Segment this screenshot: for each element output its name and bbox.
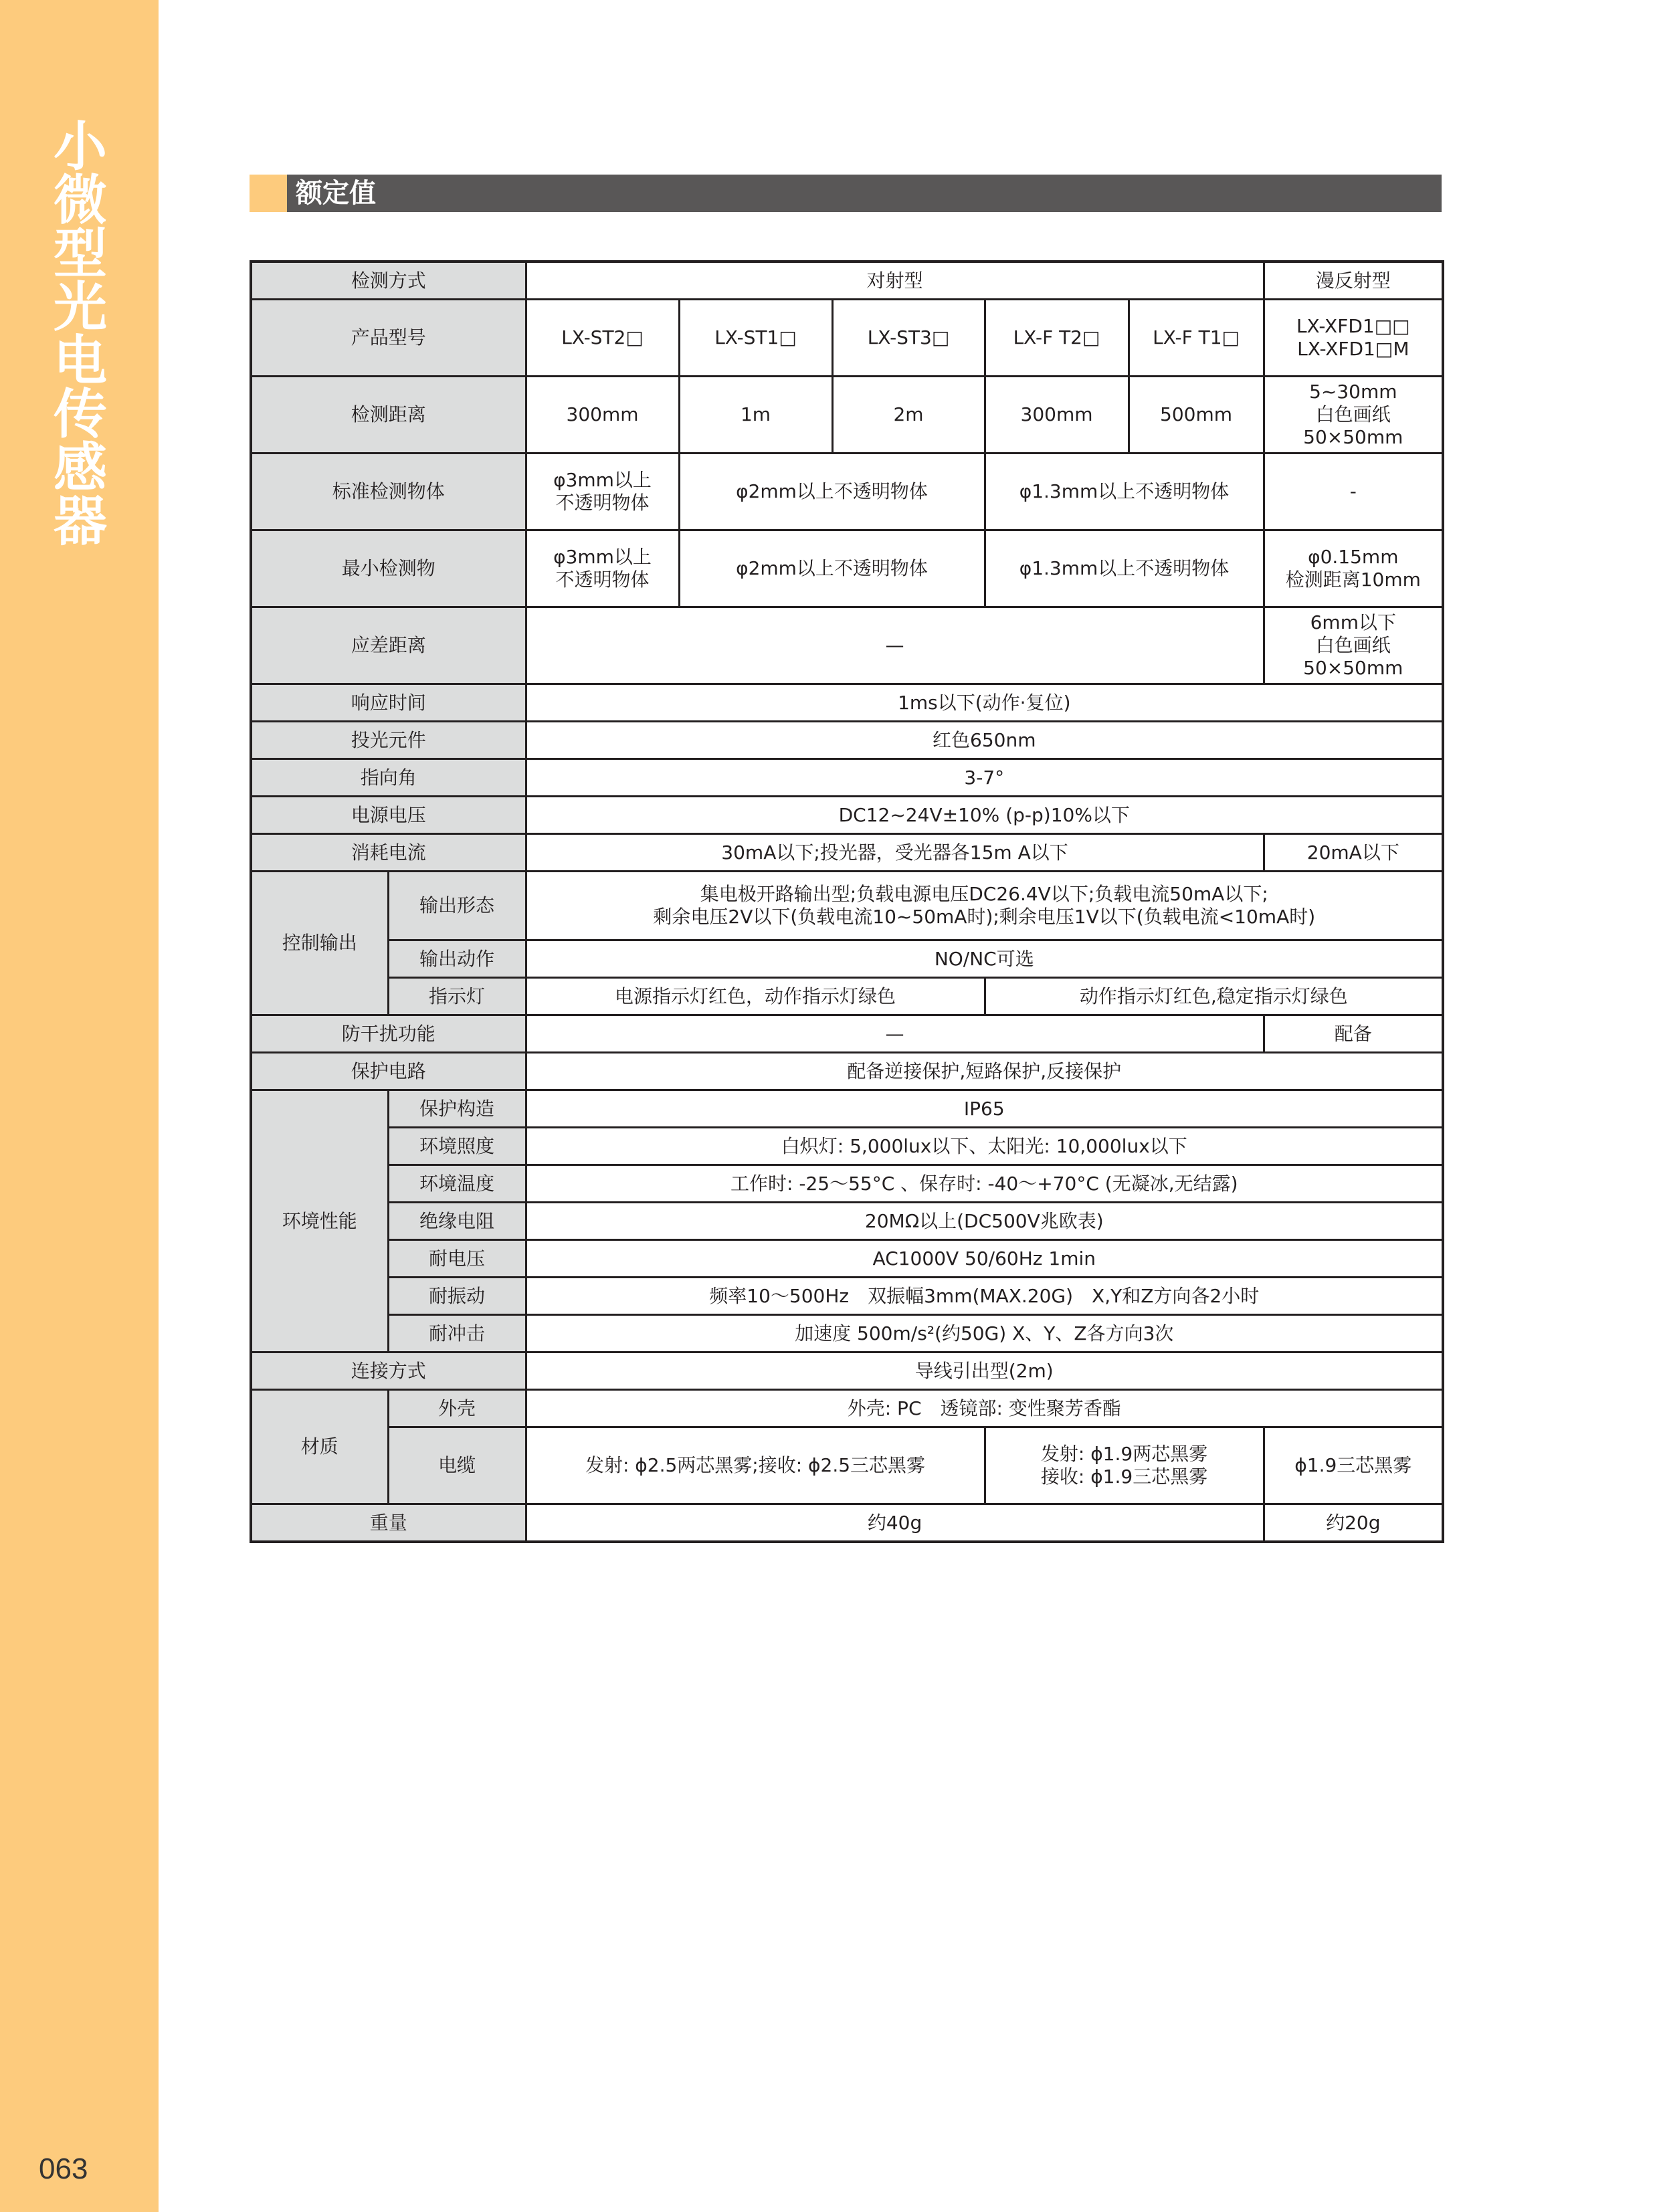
table-cell [1264, 377, 1443, 454]
section-title: 额定值 [296, 178, 376, 209]
table-cell: 加速度 500m/s²(约50G) X、Y、Z各方向3次 [526, 1315, 1443, 1352]
row-label: 外壳 [388, 1390, 526, 1427]
table-cell: — [526, 607, 1264, 684]
table-row [251, 1203, 1443, 1240]
table-cell: 动作指示灯红色,稳定指示灯绿色 [985, 978, 1443, 1015]
table-row [251, 1240, 1443, 1278]
cell-diffuse: 漫反射型 [1264, 262, 1443, 300]
table-cell: φ1.3mm以上不透明物体 [985, 454, 1264, 530]
table-cell: 2m [832, 377, 985, 454]
table-row [251, 300, 1443, 377]
table-row [251, 834, 1443, 872]
category-title-char: 小 [54, 116, 107, 178]
table-cell: 外壳: PC 透镜部: 变性聚芳香酯 [526, 1390, 1443, 1427]
table-cell: 配备逆接保护,短路保护,反接保护 [526, 1053, 1443, 1090]
cell-line: 5~30mm [1309, 381, 1397, 403]
row-label: 响应时间 [251, 684, 526, 722]
row-label: 环境温度 [388, 1165, 526, 1203]
table-cell: φ2mm以上不透明物体 [679, 530, 985, 607]
table-row [251, 1128, 1443, 1165]
table-cell: φ1.3mm以上不透明物体 [985, 530, 1264, 607]
row-label: 检测方式 [251, 262, 526, 300]
table-row [251, 1352, 1443, 1390]
table-cell: LX-F T1□ [1129, 300, 1264, 377]
cell-line: 白色画纸50×50mm [1303, 403, 1403, 448]
section-header-accent [250, 175, 287, 212]
table-cell [1264, 607, 1443, 684]
page-number: 063 [39, 2152, 88, 2185]
section-header-bar [250, 175, 1442, 212]
row-label: 绝缘电阻 [388, 1203, 526, 1240]
table-cell: 3-7° [526, 759, 1443, 797]
table-cell: 300mm [526, 377, 679, 454]
row-label: 最小检测物 [251, 530, 526, 607]
table-cell: 发射: ϕ2.5两芯黑雾;接收: ϕ2.5三芯黑雾 [526, 1427, 985, 1504]
table-cell: AC1000V 50/60Hz 1min [526, 1240, 1443, 1278]
cell-line: 不透明物体 [555, 569, 650, 591]
row-label: 消耗电流 [251, 834, 526, 872]
row-label: 电缆 [388, 1427, 526, 1504]
table-cell: 300mm [985, 377, 1129, 454]
cell-line: 接收: ϕ1.9三芯黑雾 [1040, 1466, 1208, 1488]
table-row [251, 1278, 1443, 1315]
cell-line: 集电极开路输出型;负载电源电压DC26.4V以下;负载电流50mA以下; [700, 883, 1268, 905]
table-row [251, 1015, 1443, 1053]
table-cell: LX-F T2□ [985, 300, 1129, 377]
row-label: 重量 [251, 1504, 526, 1542]
row-label: 耐振动 [388, 1278, 526, 1315]
table-row [251, 1165, 1443, 1203]
table-row [251, 722, 1443, 759]
table-cell: ϕ1.9三芯黑雾 [1264, 1427, 1443, 1504]
table-cell: LX-ST3□ [832, 300, 985, 377]
table-cell: 红色650nm [526, 722, 1443, 759]
table-row [251, 1315, 1443, 1352]
table-row [251, 607, 1443, 684]
category-title-char: 型 [54, 223, 107, 285]
row-label: 保护构造 [388, 1090, 526, 1128]
table-cell [1264, 530, 1443, 607]
cell-line: LX-XFD1□□ [1296, 315, 1410, 337]
table-cell: φ2mm以上不透明物体 [679, 454, 985, 530]
row-label: 投光元件 [251, 722, 526, 759]
category-title-char: 电 [54, 330, 107, 392]
row-label: 耐冲击 [388, 1315, 526, 1352]
cell-line: 6mm以下 [1310, 611, 1396, 633]
table-cell: 约40g [526, 1504, 1264, 1542]
table-cell: NO/NC可选 [526, 940, 1443, 978]
table-cell: LX-ST1□ [679, 300, 832, 377]
row-label: 指示灯 [388, 978, 526, 1015]
row-label: 应差距离 [251, 607, 526, 684]
table-cell [1264, 300, 1443, 377]
row-label: 标准检测物体 [251, 454, 526, 530]
table-row [251, 940, 1443, 978]
cell-line: 不透明物体 [555, 492, 650, 514]
table-row [251, 978, 1443, 1015]
table-cell [526, 530, 679, 607]
cell-through-beam: 对射型 [526, 262, 1264, 300]
table-cell: 500mm [1129, 377, 1264, 454]
table-cell: 电源指示灯红色，动作指示灯绿色 [526, 978, 985, 1015]
cell-line: 发射: ϕ1.9两芯黑雾 [1040, 1443, 1208, 1465]
table-cell [526, 872, 1443, 940]
table-cell: LX-ST2□ [526, 300, 679, 377]
cell-line: 白色画纸50×50mm [1303, 634, 1403, 679]
table-cell [985, 1427, 1264, 1504]
table-row [251, 1504, 1443, 1542]
table-cell: 约20g [1264, 1504, 1443, 1542]
table-cell: 20MΩ以上(DC500V兆欧表) [526, 1203, 1443, 1240]
table-row [251, 797, 1443, 834]
row-label: 输出形态 [388, 872, 526, 940]
group-label: 材质 [251, 1390, 388, 1504]
category-title-char: 光 [54, 276, 107, 338]
category-title-char: 感 [54, 437, 107, 499]
row-label: 连接方式 [251, 1352, 526, 1390]
table-row [251, 1427, 1443, 1504]
table-cell: 配备 [1264, 1015, 1443, 1053]
table-row [251, 1053, 1443, 1090]
row-label: 电源电压 [251, 797, 526, 834]
cell-line: 剩余电压2V以下(负载电流10~50mA时);剩余电压1V以下(负载电流<10mA时) [653, 906, 1316, 928]
cell-line: φ3mm以上 [553, 546, 652, 568]
cell-line: 检测距离10mm [1285, 569, 1421, 591]
category-title [50, 116, 110, 552]
table-row [251, 262, 1443, 300]
table-row [251, 377, 1443, 454]
table-cell: 工作时: -25～55°C 、保存时: -40～+70°C (无凝冰,无结露) [526, 1165, 1443, 1203]
side-tab [0, 0, 159, 2212]
row-label: 指向角 [251, 759, 526, 797]
table-row [251, 1390, 1443, 1427]
table-cell: 频率10～500Hz 双振幅3mm(MAX.20G) X,Y和Z方向各2小时 [526, 1278, 1443, 1315]
table-row [251, 759, 1443, 797]
table-cell: 白炽灯: 5,000lux以下、太阳光: 10,000lux以下 [526, 1128, 1443, 1165]
table-cell: - [1264, 454, 1443, 530]
table-cell: 1ms以下(动作·复位) [526, 684, 1443, 722]
category-title-char: 器 [54, 490, 107, 552]
table-row [251, 454, 1443, 530]
category-title-char: 微 [54, 169, 107, 231]
table-cell [526, 454, 679, 530]
row-label: 检测距离 [251, 377, 526, 454]
table-cell: 1m [679, 377, 832, 454]
row-label: 输出动作 [388, 940, 526, 978]
table-cell: IP65 [526, 1090, 1443, 1128]
row-label: 防干扰功能 [251, 1015, 526, 1053]
cell-line: LX-XFD1□M [1297, 338, 1409, 360]
table-row [251, 872, 1443, 940]
cell-line: φ0.15mm [1308, 546, 1399, 568]
row-label: 环境照度 [388, 1128, 526, 1165]
table-cell: 30mA以下;投光器，受光器各15m A以下 [526, 834, 1264, 872]
table-row [251, 530, 1443, 607]
table-row [251, 1090, 1443, 1128]
group-label: 环境性能 [251, 1090, 388, 1352]
table-cell: — [526, 1015, 1264, 1053]
table-cell: 20mA以下 [1264, 834, 1443, 872]
row-label: 产品型号 [251, 300, 526, 377]
category-title-char: 传 [54, 383, 107, 445]
row-label: 保护电路 [251, 1053, 526, 1090]
group-label: 控制输出 [251, 872, 388, 1015]
table-cell: 导线引出型(2m) [526, 1352, 1443, 1390]
row-label: 耐电压 [388, 1240, 526, 1278]
table-row [251, 684, 1443, 722]
spec-table [250, 260, 1444, 1543]
table-cell: DC12~24V±10% (p-p)10%以下 [526, 797, 1443, 834]
cell-line: φ3mm以上 [553, 469, 652, 491]
